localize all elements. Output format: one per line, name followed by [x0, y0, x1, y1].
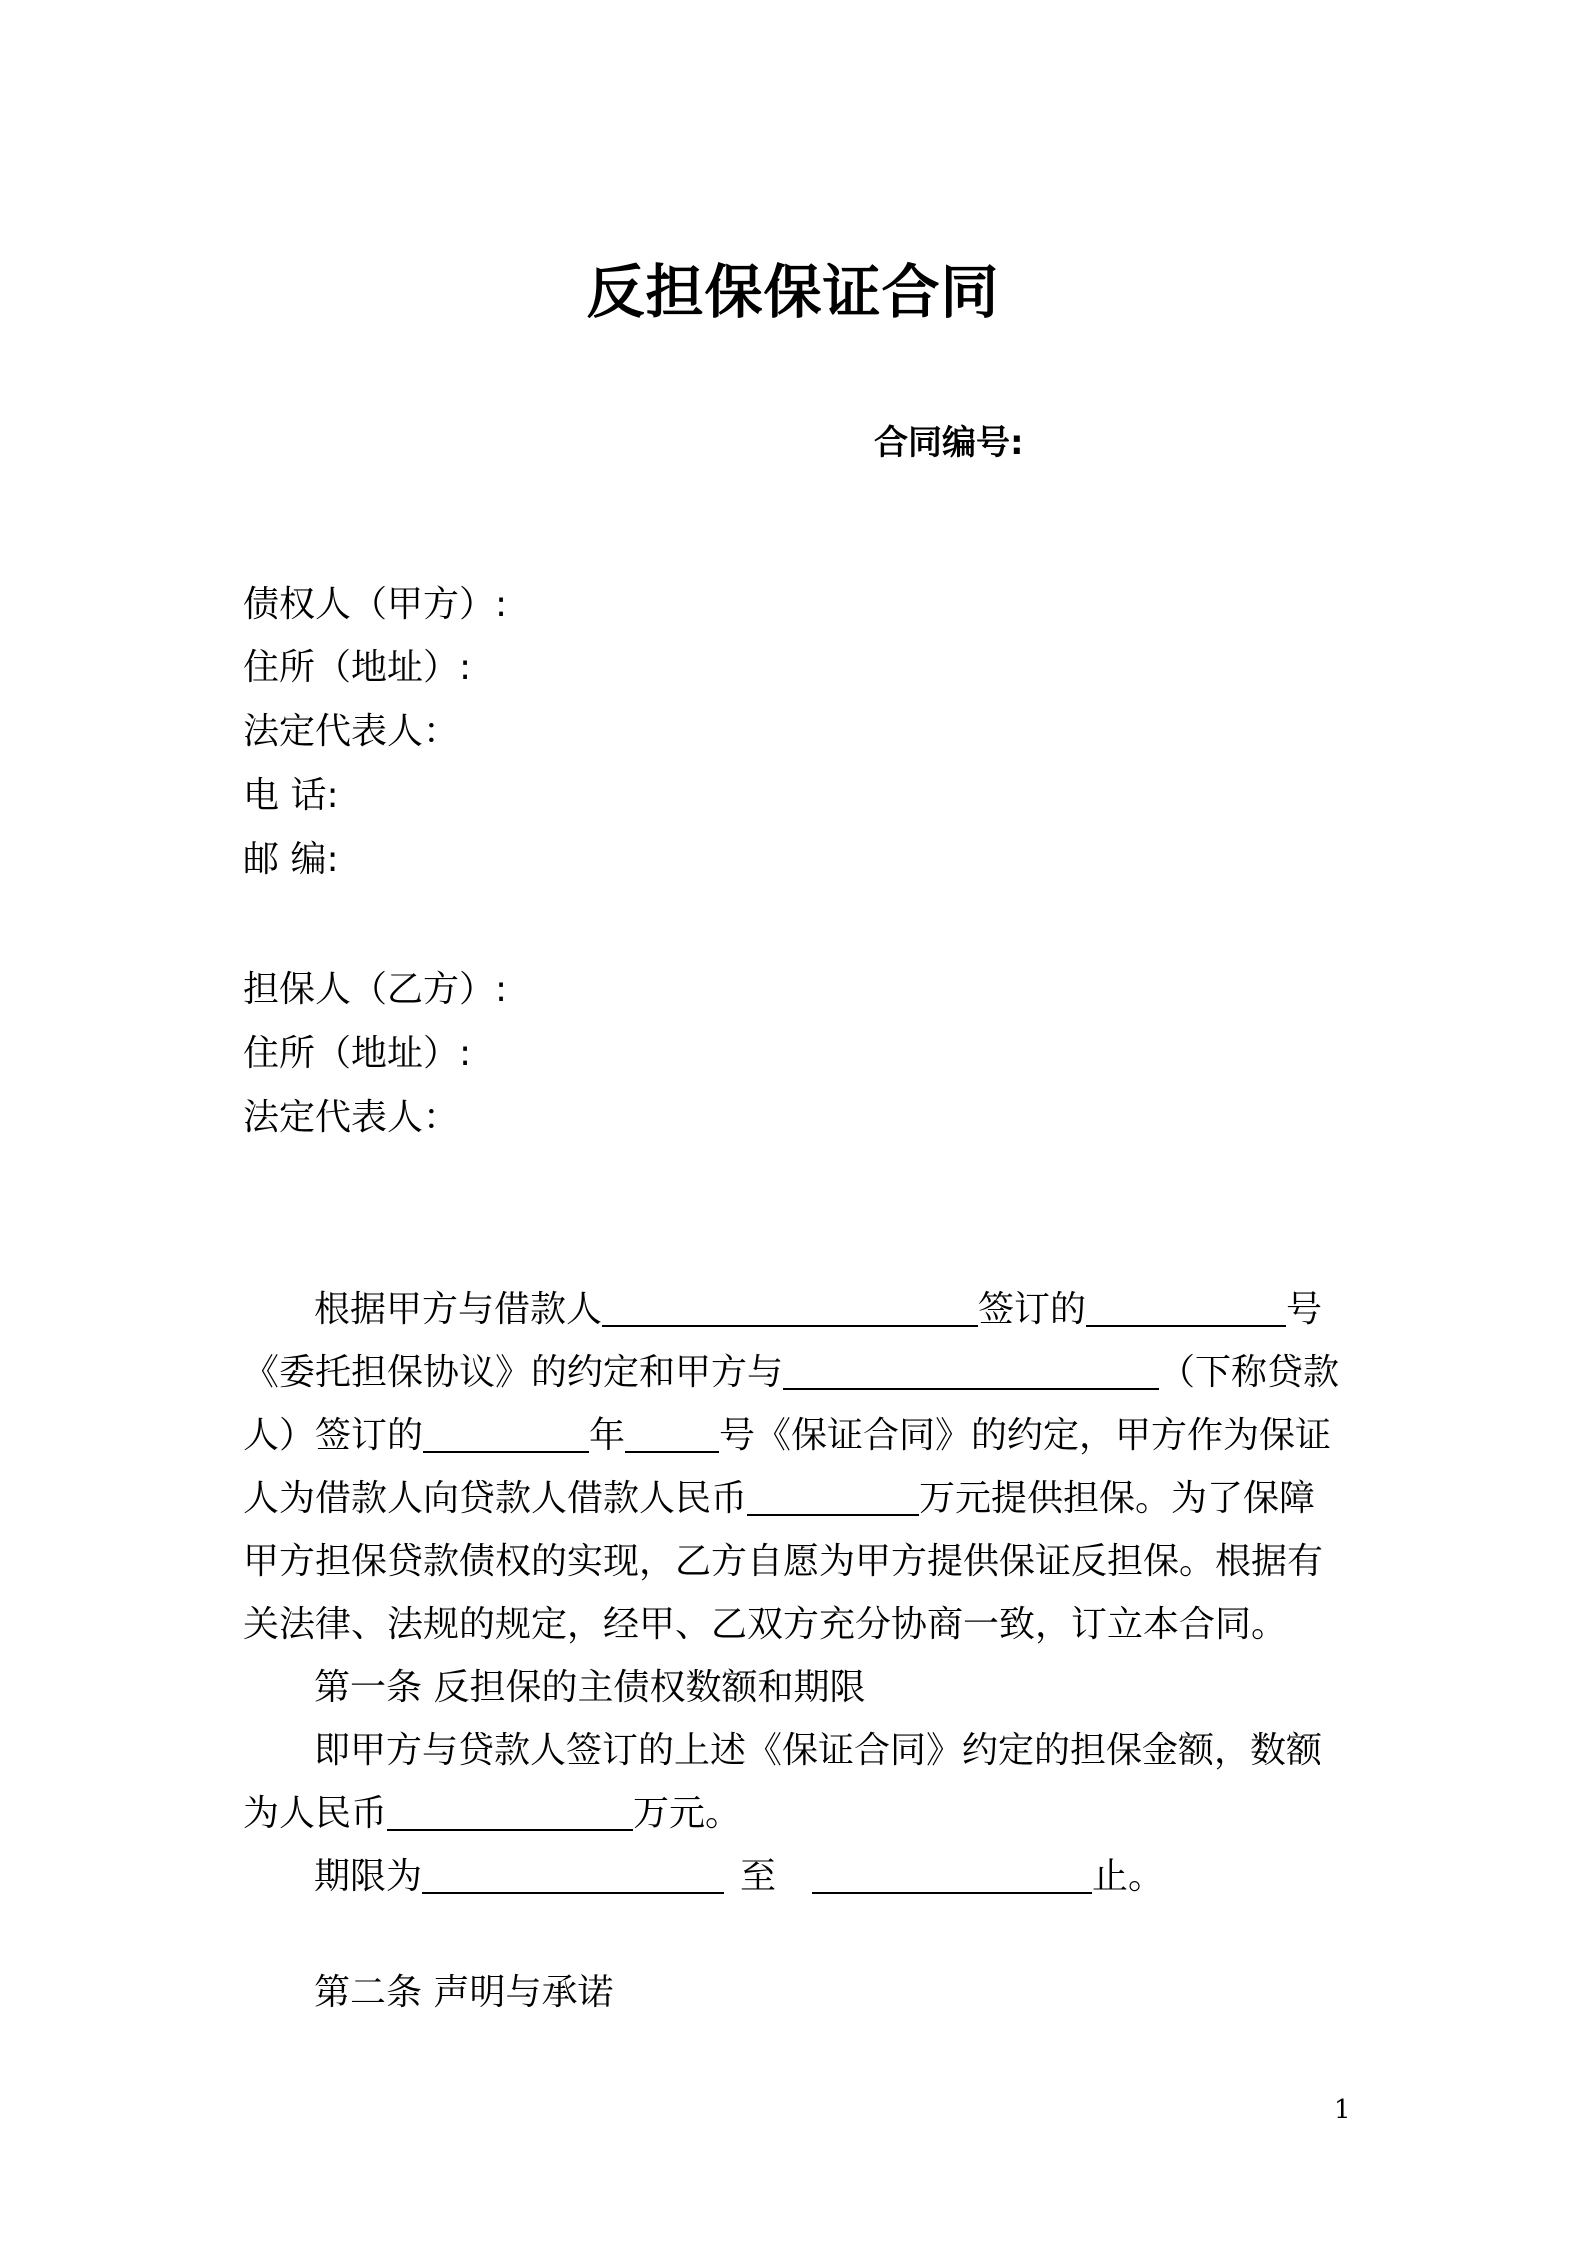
preamble-line-6: 关法律、法规的规定，经甲、乙双方充分协商一致，订立本合同。 [243, 1604, 1288, 1645]
preamble-text: 号 [1286, 1289, 1323, 1330]
preamble-text: 人为借款人向贷款人借款人民币 [243, 1478, 748, 1519]
preamble-text: 年 [589, 1415, 626, 1456]
creditor-zip-label: 邮 编: [243, 839, 339, 880]
article-1-text: 至 [740, 1856, 777, 1897]
preamble-text: 号《保证合同》的约定，甲方作为保证 [719, 1415, 1332, 1456]
document-title: 反担保保证合同 [586, 258, 1000, 326]
article-1-text: 期限为 [314, 1856, 423, 1897]
article-2-title: 第二条 声明与承诺 [314, 1972, 614, 2013]
preamble-line-2 [243, 1348, 1339, 1398]
loan-amount-blank[interactable] [747, 1480, 919, 1516]
article-1-line-2 [243, 1789, 741, 1839]
preamble-text: 人）签订的 [243, 1415, 424, 1456]
period-end-blank[interactable] [812, 1858, 1092, 1894]
preamble-text: （下称贷款 [1159, 1352, 1340, 1393]
preamble-text: 《委托担保协议》的约定和甲方与 [243, 1352, 784, 1393]
article-1-line-3 [314, 1852, 1164, 1902]
period-start-blank[interactable] [422, 1858, 724, 1894]
guarantee-number-blank[interactable] [625, 1417, 719, 1453]
creditor-phone-label: 电 话: [243, 775, 339, 816]
preamble-line-3 [243, 1411, 1331, 1461]
preamble-text: 根据甲方与借款人 [314, 1289, 603, 1330]
creditor-representative-label: 法定代表人： [243, 711, 460, 752]
guarantor-representative-label: 法定代表人： [243, 1097, 460, 1138]
lender-name-blank[interactable] [783, 1354, 1159, 1390]
guarantor-name-label: 担保人（乙方）: [243, 969, 508, 1010]
guarantee-year-blank[interactable] [423, 1417, 589, 1453]
article-1-title: 第一条 反担保的主债权数额和期限 [314, 1667, 866, 1708]
contract-number-label: 合同编号: [874, 423, 1024, 463]
page-number: 1 [1334, 2095, 1351, 2125]
preamble-text: 签订的 [978, 1289, 1087, 1330]
article-1-text: 止。 [1092, 1856, 1165, 1897]
creditor-address-label: 住所（地址）: [243, 647, 472, 688]
preamble-text: 万元提供担保。为了保障 [919, 1478, 1316, 1519]
creditor-name-label: 债权人（甲方）: [243, 584, 508, 625]
article-1-line-1: 即甲方与贷款人签订的上述《保证合同》约定的担保金额，数额 [314, 1730, 1323, 1771]
preamble-line-1 [314, 1285, 1322, 1335]
borrower-name-blank[interactable] [602, 1291, 978, 1327]
article-1-text: 为人民币 [243, 1793, 388, 1834]
preamble-line-5: 甲方担保贷款债权的实现，乙方自愿为甲方提供保证反担保。根据有 [243, 1541, 1324, 1582]
preamble-line-4 [243, 1474, 1315, 1524]
guarantee-amount-blank[interactable] [387, 1795, 633, 1831]
guarantor-address-label: 住所（地址）: [243, 1033, 472, 1074]
article-1-text: 万元。 [633, 1793, 742, 1834]
agreement-number-blank[interactable] [1086, 1291, 1286, 1327]
